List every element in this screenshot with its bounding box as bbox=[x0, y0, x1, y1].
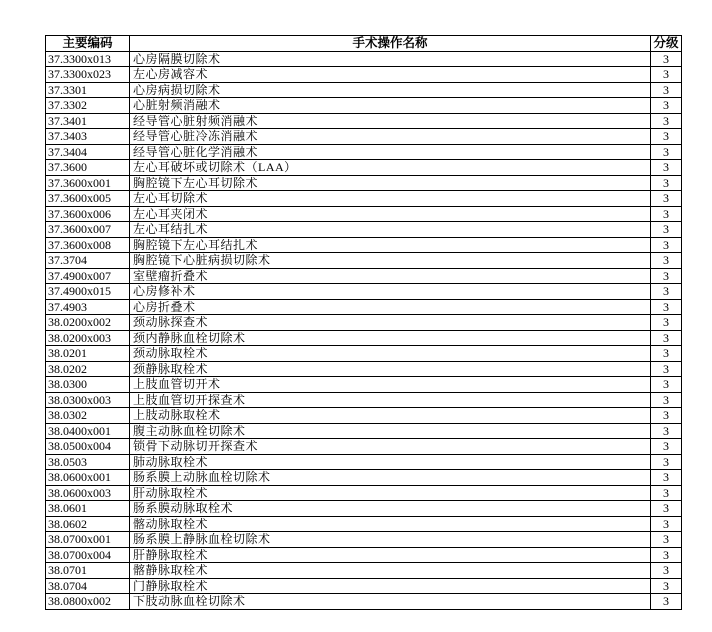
table-header bbox=[46, 36, 682, 52]
table-row bbox=[46, 206, 682, 222]
grade-cell: 3 bbox=[651, 501, 682, 517]
code-cell: 37.3600x007 bbox=[46, 222, 130, 238]
code-cell: 38.0600x001 bbox=[46, 470, 130, 486]
procedure-name-cell: 左心耳切除术 bbox=[130, 191, 651, 207]
table-row bbox=[46, 594, 682, 610]
grade-cell: 3 bbox=[651, 516, 682, 532]
table-row bbox=[46, 547, 682, 563]
procedure-name-cell: 心房修补术 bbox=[130, 284, 651, 300]
grade-cell: 3 bbox=[651, 330, 682, 346]
grade-cell: 3 bbox=[651, 377, 682, 393]
grade-cell: 3 bbox=[651, 361, 682, 377]
procedure-name-cell: 肠系膜动脉取栓术 bbox=[130, 501, 651, 517]
table-row bbox=[46, 144, 682, 160]
procedure-name-cell: 胸腔镜下心脏病损切除术 bbox=[130, 253, 651, 269]
code-cell: 37.3300x013 bbox=[46, 51, 130, 67]
code-cell: 37.4900x015 bbox=[46, 284, 130, 300]
grade-cell: 3 bbox=[651, 253, 682, 269]
grade-cell: 3 bbox=[651, 485, 682, 501]
procedure-name-cell: 肠系膜上动脉血栓切除术 bbox=[130, 470, 651, 486]
table-row bbox=[46, 470, 682, 486]
grade-cell: 3 bbox=[651, 191, 682, 207]
table-row bbox=[46, 253, 682, 269]
grade-cell: 3 bbox=[651, 237, 682, 253]
table-row bbox=[46, 439, 682, 455]
grade-cell: 3 bbox=[651, 532, 682, 548]
table-row bbox=[46, 82, 682, 98]
header-grade: 分级 bbox=[651, 36, 682, 52]
table-row bbox=[46, 315, 682, 331]
code-cell: 37.3600 bbox=[46, 160, 130, 176]
grade-cell: 3 bbox=[651, 175, 682, 191]
code-cell: 37.3704 bbox=[46, 253, 130, 269]
table-row bbox=[46, 501, 682, 517]
code-cell: 38.0201 bbox=[46, 346, 130, 362]
grade-cell: 3 bbox=[651, 222, 682, 238]
table-row bbox=[46, 237, 682, 253]
procedure-name-cell: 肝静脉取栓术 bbox=[130, 547, 651, 563]
grade-cell: 3 bbox=[651, 206, 682, 222]
procedure-name-cell: 肠系膜上静脉血栓切除术 bbox=[130, 532, 651, 548]
table-row bbox=[46, 408, 682, 424]
header-name: 手术操作名称 bbox=[130, 36, 651, 52]
grade-cell: 3 bbox=[651, 299, 682, 315]
table-row bbox=[46, 485, 682, 501]
procedure-name-cell: 颈内静脉血栓切除术 bbox=[130, 330, 651, 346]
grade-cell: 3 bbox=[651, 423, 682, 439]
table-row bbox=[46, 67, 682, 83]
table-row bbox=[46, 113, 682, 129]
code-cell: 38.0202 bbox=[46, 361, 130, 377]
code-cell: 38.0700x004 bbox=[46, 547, 130, 563]
header-code: 主要编码 bbox=[46, 36, 130, 52]
grade-cell: 3 bbox=[651, 315, 682, 331]
table-row bbox=[46, 516, 682, 532]
table-row bbox=[46, 330, 682, 346]
table-row bbox=[46, 299, 682, 315]
procedure-name-cell: 经导管心脏化学消融术 bbox=[130, 144, 651, 160]
header-row bbox=[46, 36, 682, 52]
table-row bbox=[46, 191, 682, 207]
table-row bbox=[46, 175, 682, 191]
procedure-name-cell: 肝动脉取栓术 bbox=[130, 485, 651, 501]
table-row bbox=[46, 361, 682, 377]
grade-cell: 3 bbox=[651, 594, 682, 610]
procedure-name-cell: 上肢血管切开探查术 bbox=[130, 392, 651, 408]
procedure-name-cell: 左心耳夹闭术 bbox=[130, 206, 651, 222]
table-row bbox=[46, 284, 682, 300]
grade-cell: 3 bbox=[651, 51, 682, 67]
procedure-name-cell: 胸腔镜下左心耳结扎术 bbox=[130, 237, 651, 253]
code-cell: 38.0300 bbox=[46, 377, 130, 393]
procedure-name-cell: 经导管心脏射频消融术 bbox=[130, 113, 651, 129]
code-cell: 38.0200x002 bbox=[46, 315, 130, 331]
procedure-name-cell: 心房病损切除术 bbox=[130, 82, 651, 98]
procedure-grade-table bbox=[45, 35, 682, 610]
grade-cell: 3 bbox=[651, 547, 682, 563]
grade-cell: 3 bbox=[651, 82, 682, 98]
code-cell: 37.3600x001 bbox=[46, 175, 130, 191]
code-cell: 37.4900x007 bbox=[46, 268, 130, 284]
table-row bbox=[46, 377, 682, 393]
code-cell: 38.0503 bbox=[46, 454, 130, 470]
grade-cell: 3 bbox=[651, 268, 682, 284]
table-row bbox=[46, 423, 682, 439]
table-row bbox=[46, 563, 682, 579]
code-cell: 37.3401 bbox=[46, 113, 130, 129]
procedure-name-cell: 心脏射频消融术 bbox=[130, 98, 651, 114]
procedure-name-cell: 门静脉取栓术 bbox=[130, 578, 651, 594]
grade-cell: 3 bbox=[651, 346, 682, 362]
table-row bbox=[46, 51, 682, 67]
table-row bbox=[46, 129, 682, 145]
code-cell: 37.3600x005 bbox=[46, 191, 130, 207]
procedure-name-cell: 上肢血管切开术 bbox=[130, 377, 651, 393]
code-cell: 38.0400x001 bbox=[46, 423, 130, 439]
code-cell: 38.0701 bbox=[46, 563, 130, 579]
code-cell: 37.3600x008 bbox=[46, 237, 130, 253]
grade-cell: 3 bbox=[651, 439, 682, 455]
procedure-name-cell: 上肢动脉取栓术 bbox=[130, 408, 651, 424]
procedure-name-cell: 颈动脉探查术 bbox=[130, 315, 651, 331]
code-cell: 37.4903 bbox=[46, 299, 130, 315]
grade-cell: 3 bbox=[651, 129, 682, 145]
procedure-name-cell: 腹主动脉血栓切除术 bbox=[130, 423, 651, 439]
code-cell: 37.3301 bbox=[46, 82, 130, 98]
procedure-name-cell: 左心耳破坏或切除术（LAA） bbox=[130, 160, 651, 176]
grade-cell: 3 bbox=[651, 454, 682, 470]
code-cell: 37.3600x006 bbox=[46, 206, 130, 222]
grade-cell: 3 bbox=[651, 144, 682, 160]
grade-cell: 3 bbox=[651, 392, 682, 408]
table-row bbox=[46, 454, 682, 470]
code-cell: 37.3302 bbox=[46, 98, 130, 114]
code-cell: 38.0300x003 bbox=[46, 392, 130, 408]
grade-cell: 3 bbox=[651, 470, 682, 486]
code-cell: 37.3404 bbox=[46, 144, 130, 160]
procedure-name-cell: 颈静脉取栓术 bbox=[130, 361, 651, 377]
procedure-name-cell: 室壁瘤折叠术 bbox=[130, 268, 651, 284]
code-cell: 38.0601 bbox=[46, 501, 130, 517]
procedure-name-cell: 髂静脉取栓术 bbox=[130, 563, 651, 579]
procedure-name-cell: 肺动脉取栓术 bbox=[130, 454, 651, 470]
procedure-name-cell: 左心房减容术 bbox=[130, 67, 651, 83]
procedure-name-cell: 下肢动脉血栓切除术 bbox=[130, 594, 651, 610]
table-row bbox=[46, 346, 682, 362]
procedure-name-cell: 左心耳结扎术 bbox=[130, 222, 651, 238]
table-row bbox=[46, 268, 682, 284]
grade-cell: 3 bbox=[651, 284, 682, 300]
grade-cell: 3 bbox=[651, 98, 682, 114]
code-cell: 38.0704 bbox=[46, 578, 130, 594]
grade-cell: 3 bbox=[651, 408, 682, 424]
grade-cell: 3 bbox=[651, 67, 682, 83]
code-cell: 38.0500x004 bbox=[46, 439, 130, 455]
code-cell: 38.0800x002 bbox=[46, 594, 130, 610]
code-cell: 38.0600x003 bbox=[46, 485, 130, 501]
procedure-name-cell: 髂动脉取栓术 bbox=[130, 516, 651, 532]
table-body bbox=[46, 51, 682, 609]
table-row bbox=[46, 578, 682, 594]
grade-cell: 3 bbox=[651, 113, 682, 129]
code-cell: 38.0200x003 bbox=[46, 330, 130, 346]
table-row bbox=[46, 98, 682, 114]
procedure-name-cell: 胸腔镜下左心耳切除术 bbox=[130, 175, 651, 191]
table-row bbox=[46, 392, 682, 408]
procedure-name-cell: 心房隔膜切除术 bbox=[130, 51, 651, 67]
table-row bbox=[46, 160, 682, 176]
grade-cell: 3 bbox=[651, 160, 682, 176]
procedure-name-cell: 颈动脉取栓术 bbox=[130, 346, 651, 362]
code-cell: 38.0700x001 bbox=[46, 532, 130, 548]
procedure-name-cell: 心房折叠术 bbox=[130, 299, 651, 315]
table-row bbox=[46, 222, 682, 238]
code-cell: 38.0602 bbox=[46, 516, 130, 532]
grade-cell: 3 bbox=[651, 578, 682, 594]
grade-cell: 3 bbox=[651, 563, 682, 579]
procedure-name-cell: 锁骨下动脉切开探查术 bbox=[130, 439, 651, 455]
code-cell: 37.3403 bbox=[46, 129, 130, 145]
code-cell: 38.0302 bbox=[46, 408, 130, 424]
table-row bbox=[46, 532, 682, 548]
procedure-name-cell: 经导管心脏冷冻消融术 bbox=[130, 129, 651, 145]
code-cell: 37.3300x023 bbox=[46, 67, 130, 83]
